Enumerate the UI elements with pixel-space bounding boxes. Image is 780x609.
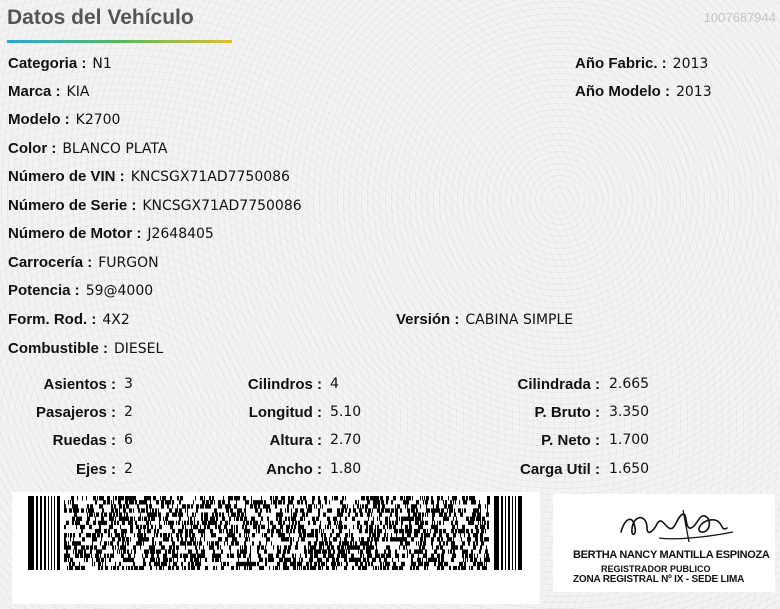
spec-asientos-label xyxy=(43,375,116,394)
field-modelo xyxy=(8,111,120,129)
field-form-rod xyxy=(8,311,130,329)
spec-label: Cilindros : xyxy=(247,376,322,393)
field-value: KNCSGX71AD7750086 xyxy=(142,198,302,214)
field-marca xyxy=(8,83,89,101)
handwritten-signature xyxy=(563,502,763,550)
field-label: Año Modelo : xyxy=(575,83,670,100)
field-value: KIA xyxy=(66,84,90,100)
spec-p-bruto-value xyxy=(609,403,649,421)
field-value: J2648405 xyxy=(147,226,214,242)
field-version xyxy=(396,311,573,329)
field-combustible xyxy=(8,340,163,358)
spec-ancho-label xyxy=(266,460,322,479)
field-categoria xyxy=(8,55,112,73)
spec-label: Asientos : xyxy=(43,376,116,393)
field-value: CABINA SIMPLE xyxy=(465,312,574,328)
spec-value: 2.70 xyxy=(330,432,362,448)
document-number: 1007687944 xyxy=(703,10,776,25)
spec-label: Longitud : xyxy=(248,404,322,421)
spec-value: 2 xyxy=(124,404,133,420)
spec-ruedas-label xyxy=(53,431,116,450)
barcode-panel xyxy=(12,492,540,604)
registry-office: ZONA REGISTRAL Nº IX - SEDE LIMA xyxy=(573,574,745,585)
spec-pasajeros-value xyxy=(124,403,133,421)
spec-asientos-value xyxy=(124,375,133,393)
field-label: Versión : xyxy=(396,311,460,328)
spec-ejes-value xyxy=(124,460,133,478)
spec-label: Altura : xyxy=(269,432,322,449)
signature-stamp xyxy=(553,494,775,592)
field-value: 4X2 xyxy=(102,312,130,328)
signatory-role: REGISTRADOR PUBLICO xyxy=(601,564,711,574)
field-carroceria xyxy=(8,254,159,272)
spec-longitud-label xyxy=(249,403,322,422)
spec-cilindrada-value xyxy=(609,375,649,393)
field-label: Marca : xyxy=(8,83,61,100)
spec-value: 4 xyxy=(330,376,339,392)
field-label: Número de Serie : xyxy=(8,197,137,214)
spec-label: Pasajeros : xyxy=(35,404,116,421)
pdf417-barcode xyxy=(28,496,524,570)
spec-value: 3 xyxy=(124,376,133,392)
field-value: KNCSGX71AD7750086 xyxy=(130,169,290,185)
field-label: Número de Motor : xyxy=(8,225,142,242)
spec-label: Ejes : xyxy=(75,461,116,478)
spec-ruedas-value xyxy=(124,431,133,449)
spec-altura-label xyxy=(270,431,323,450)
field-label: Categoria : xyxy=(8,55,87,72)
spec-label: Ruedas : xyxy=(52,432,116,449)
field-label: Año Fabric. : xyxy=(575,55,667,72)
field-label: Potencia : xyxy=(8,282,80,299)
title-underline xyxy=(7,40,232,43)
field-value: DIESEL xyxy=(114,341,164,357)
field-label: Número de VIN : xyxy=(8,168,125,185)
field-value: N1 xyxy=(92,56,112,72)
field-potencia xyxy=(8,282,153,300)
spec-value: 2.665 xyxy=(609,376,650,392)
spec-cilindrada-label xyxy=(517,375,600,394)
field-anio-fabric xyxy=(575,55,708,73)
field-label: Combustible : xyxy=(8,340,108,357)
spec-carga-util-value xyxy=(609,460,649,478)
field-label: Carrocería : xyxy=(8,254,93,271)
field-anio-modelo xyxy=(575,83,712,101)
spec-cilindros-label xyxy=(248,375,322,394)
spec-label: P. Bruto : xyxy=(534,404,600,421)
spec-label: Cilindrada : xyxy=(517,376,600,393)
spec-longitud-value xyxy=(330,403,361,421)
spec-p-neto-label xyxy=(541,431,600,450)
spec-cilindros-value xyxy=(330,375,339,393)
spec-carga-util-label xyxy=(520,460,600,479)
field-value: K2700 xyxy=(75,112,121,128)
spec-ancho-value xyxy=(330,460,361,478)
field-label: Modelo : xyxy=(8,111,70,128)
spec-value: 6 xyxy=(124,432,133,448)
field-value: BLANCO PLATA xyxy=(62,141,168,157)
spec-label: Carga Util : xyxy=(519,461,600,478)
page-title: Datos del Vehículo xyxy=(7,6,194,29)
spec-value: 5.10 xyxy=(330,404,362,420)
field-value: 2013 xyxy=(672,56,709,72)
field-value: 2013 xyxy=(675,84,712,100)
spec-value: 3.350 xyxy=(609,404,650,420)
spec-label: Ancho : xyxy=(266,461,322,478)
field-value: 59@4000 xyxy=(85,283,154,299)
spec-pasajeros-label xyxy=(36,403,116,422)
field-serie xyxy=(8,197,302,215)
spec-p-neto-value xyxy=(609,431,649,449)
field-label: Form. Rod. : xyxy=(8,311,97,328)
spec-label: P. Neto : xyxy=(541,432,600,449)
spec-p-bruto-label xyxy=(534,403,600,422)
spec-value: 1.700 xyxy=(609,432,650,448)
signatory-name: BERTHA NANCY MANTILLA ESPINOZA xyxy=(573,549,770,561)
spec-value: 2 xyxy=(124,461,133,477)
field-motor xyxy=(8,225,214,243)
field-color xyxy=(8,140,167,158)
field-value: FURGON xyxy=(98,255,159,271)
spec-value: 1.650 xyxy=(609,461,650,477)
field-vin xyxy=(8,168,290,186)
field-label: Color : xyxy=(8,140,57,157)
spec-value: 1.80 xyxy=(330,461,362,477)
spec-altura-value xyxy=(330,431,361,449)
spec-ejes-label xyxy=(76,460,116,479)
